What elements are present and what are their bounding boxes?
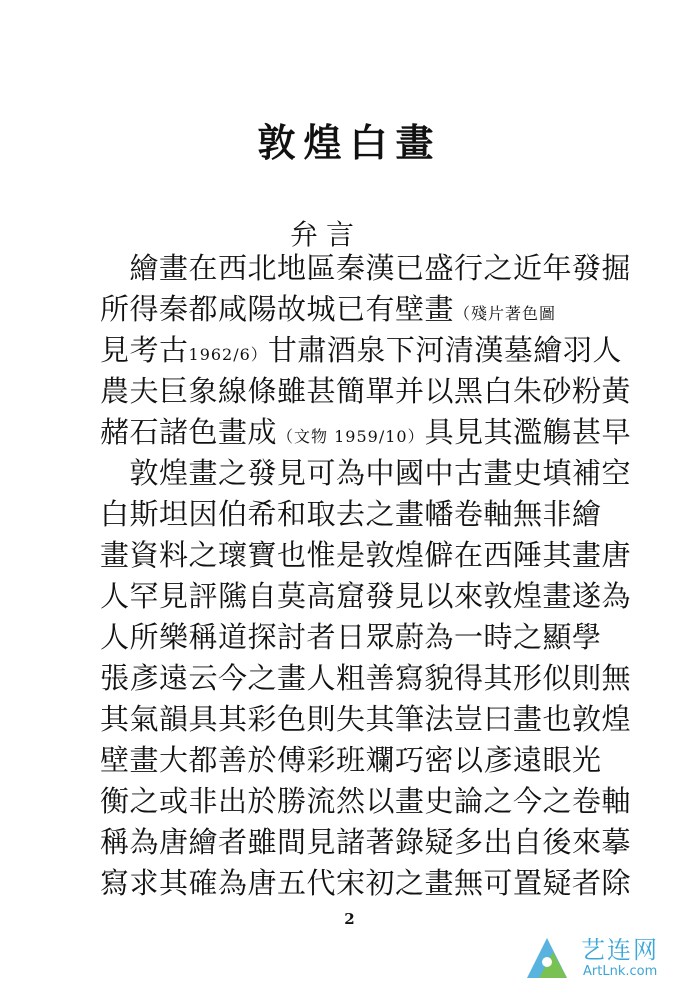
artlnk-logo-icon: [521, 932, 573, 984]
text-line: 衡之或非出於勝流然以畫史論之今之卷軸: [100, 784, 632, 818]
text-line: 稱為唐繪者雖間見諸著錄疑多出自後來摹: [100, 825, 632, 859]
section-heading: 弁言: [290, 218, 363, 251]
watermark: [521, 924, 681, 988]
text-line: 白斯坦因伯希和取去之畫幡卷軸無非繪: [100, 497, 602, 531]
inline-note: 1962/6）: [188, 345, 268, 364]
text-line: 畫資料之瓌寶也惟是敦煌僻在西陲其畫唐: [100, 538, 632, 572]
text-line: 張彥遠云今之畫人粗善寫貌得其形似則無: [100, 661, 632, 695]
inline-note: （文物 1959/10）: [277, 427, 425, 446]
text-line: 見考古1962/6）甘肅酒泉下河清漢墓繪羽人: [100, 333, 622, 367]
text-line: 人所樂稱道探討者日眾蔚為一時之顯學: [100, 620, 602, 654]
watermark-url: ArtLnk.com: [583, 964, 658, 979]
text-line: 赭石諸色畫成（文物 1959/10）具見其濫觴甚早: [100, 415, 632, 449]
text-line: 寫求其確為唐五代宋初之畫無可置疑者除: [100, 866, 632, 900]
text-line: 農夫巨象線條雖甚簡單并以黑白朱砂粉黃: [100, 374, 632, 408]
text-line: 人罕見評隲自莫高窟發見以來敦煌畫遂為: [100, 579, 632, 613]
page-number: 2: [344, 910, 355, 928]
body-text: [100, 248, 660, 904]
text-line: 壁畫大都善於傅彩班斕巧密以彥遠眼光: [100, 743, 602, 777]
watermark-name: 艺连网: [581, 936, 659, 964]
page-title: 敦煌白畫: [257, 120, 442, 165]
inline-note: （殘片著色圖: [454, 304, 557, 323]
text-line: 其氣韻具其彩色則失其筆法豈曰畫也敦煌: [100, 702, 632, 736]
text-line: 敦煌畫之發見可為中國中古畫史填補空: [100, 456, 632, 490]
text-line: 繪畫在西北地區秦漢已盛行之近年發掘: [100, 251, 632, 285]
text-line: 所得秦都咸陽故城已有壁畫（殘片著色圖: [100, 292, 557, 326]
